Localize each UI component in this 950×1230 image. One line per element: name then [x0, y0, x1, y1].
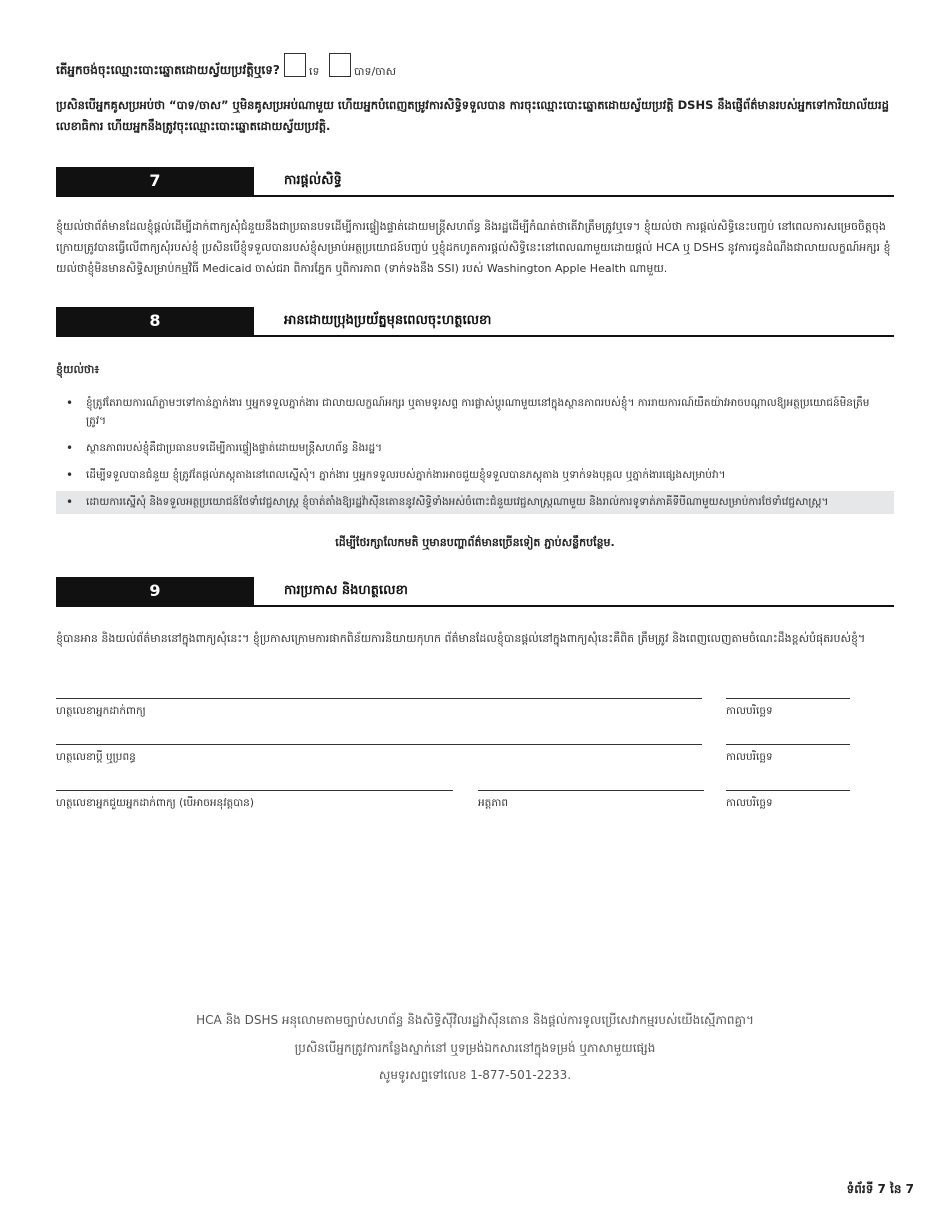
date-line-1[interactable] — [726, 698, 850, 699]
attach-sheet-note: ដើម្បីថែរក្សាលែកមតិ ឬមានបញ្ហាព័ត៌មានច្រើនទៀត ភ្ជាប់សន្លឹកបន្ថែម. — [335, 536, 615, 549]
section-8-header — [56, 307, 894, 337]
yes-checkbox[interactable] — [329, 53, 351, 77]
section-7-header — [56, 167, 894, 197]
yes-option-label: បាទ/ចាស — [354, 65, 397, 78]
list-item: • ខ្ញុំត្រូវតែរាយការណ៍ភ្លាមៗទៅកាន់ភ្នាក់ងារ ឬអ្នកទទួលភ្នាក់ងារ ជាលាយលក្ខណ៍អក្សរ ឬតាមទូរសព្ទ ការផ្លាស់ប្តូរណាមួយនៅក្នុងស្ថានភាពរបស់ខ្ញុំ។ ការរាយការណ៍យឺតយ៉ាវអាចបណ្តាលឱ្យអត្ថប្រយោជន៍មិនត្រឹមត្រូវ។ — [56, 392, 894, 433]
relationship-label: អត្តភាព — [478, 797, 508, 809]
date-line-3[interactable] — [726, 790, 850, 791]
applicant-signature-line[interactable] — [56, 698, 702, 699]
date-label-3: កាលបរិច្ឆេទ — [726, 797, 773, 809]
date-line-2[interactable] — [726, 744, 850, 745]
footer-line-1: HCA និង DSHS អនុលោមតាមច្បាប់សហព័ន្ធ និងសិទ្ធិស៊ីវិលរដ្ឋវ៉ាស៊ីនតោន និងផ្តល់ការទូលប្រើសេវាកម្មរបស់យើងស្មើភាពគ្នា។ — [196, 1013, 754, 1027]
section-8-number: 8 — [56, 307, 254, 335]
section-7-title: ការផ្តល់សិទ្ធិ — [284, 173, 342, 188]
footer-line-2: ប្រសិនបើអ្នកត្រូវការកន្លែងស្នាក់នៅ ឬទម្រង់ឯកសារនៅក្នុងទម្រង់ ឬភាសាមួយផ្សេង — [294, 1041, 656, 1055]
voter-registration-notice: ប្រសិនបើអ្នកគូសប្រអប់ថា “បាទ/ចាស” ឬមិនគូសប្រអប់ណាមួយ ហើយអ្នកបំពេញតម្រូវការសិទ្ធិទទួលបាន ការចុះឈ្មោះបោះឆ្នោតដោយស្វ័យប្រវត្តិ DSHS នឹងផ្ញើព័ត៌មានរបស់អ្នកទៅការិយាល័យរដ្ឋលេខាធិការ ហើយអ្នកនឹងត្រូវចុះឈ្មោះបោះឆ្នោតដោយស្វ័យប្រវត្តិ. — [56, 98, 889, 133]
list-item: • ដោយការស្នើសុំ និងទទួលអត្ថប្រយោជន៍ថែទាំវេជ្ជសាស្ត្រ ខ្ញុំចាត់តាំងឱ្យរដ្ឋវ៉ាស៊ីនតោននូវសិទ្ធិទាំងអស់ចំពោះជំនួយវេជ្ជសាស្ត្រណាមួយ និងរាល់ការទូទាត់ភាគីទីបីណាមួយសម្រាប់ការថែទាំវេជ្ជសាស្ត្រ។ — [56, 491, 894, 514]
list-item: • ស្ថានភាពរបស់ខ្ញុំគឺជាប្រធានបទដើម្បីការផ្ទៀងផ្ទាត់ដោយមន្ត្រីសហព័ន្ធ និងរដ្ឋ។ — [56, 437, 894, 460]
spouse-signature-line[interactable] — [56, 744, 702, 745]
applicant-signature-label: ហត្ថលេខាអ្នកដាក់ពាក្យ — [56, 705, 146, 717]
section-9-header — [56, 577, 894, 607]
no-option-label: ទេ — [309, 65, 320, 78]
understanding-list — [56, 392, 894, 518]
date-label-1: កាលបរិច្ឆេទ — [726, 705, 773, 717]
spouse-signature-label: ហត្ថលេខាប្តី ឬប្រពន្ធ — [56, 751, 136, 763]
relationship-line[interactable] — [478, 790, 704, 791]
section-9-number: 9 — [56, 577, 254, 605]
section-9-body: ខ្ញុំបានអាន និងយល់ព័ត៌មាននៅក្នុងពាក្យសុំនេះ។ ខ្ញុំប្រកាសក្រោមការផាកពិន័យការនិយាយកុហក ព័ត៌មានដែលខ្ញុំបានផ្តល់នៅក្នុងពាក្យសុំនេះគឺពិត ត្រឹមត្រូវ និងពេញលេញតាមចំណេះដឹងខ្ពស់បំផុតរបស់ខ្ញុំ។ — [56, 632, 866, 645]
section-7-number: 7 — [56, 167, 254, 195]
list-item: • ដើម្បីទទួលបានជំនួយ ខ្ញុំត្រូវតែផ្តល់ភស្តុតាងនៅពេលស្នើសុំ។ ភ្នាក់ងារ ឬអ្នកទទួលរបស់ភ្នាក់ងារអាចជួយខ្ញុំទទួលបានភស្តុតាង ឬទាក់ទងបុគ្គល ឬភ្នាក់ងារផ្សេងសម្រាប់វា។ — [56, 464, 894, 487]
page-number: ទំព័រទី 7 នៃ 7 — [846, 1182, 914, 1196]
section-8-title: អានដោយប្រុងប្រយ័ត្នមុនពេលចុះហត្ថលេខា — [284, 313, 492, 328]
voter-registration-question: តើអ្នកចង់ចុះឈ្មោះបោះឆ្នោតដោយស្វ័យប្រវត្តិឬទេ? — [56, 63, 280, 77]
helper-signature-line[interactable] — [56, 790, 453, 791]
section-9-title: ការប្រកាស និងហត្ថលេខា — [284, 583, 408, 598]
section-7-body: ខ្ញុំយល់ថាព័ត៌មានដែលខ្ញុំផ្តល់ដើម្បីដាក់ពាក្យសុំជំនួយនឹងជាប្រធានបទដើម្បីការផ្ទៀងផ្ទាត់ដោយមន្ត្រីសហព័ន្ធ និងរដ្ឋដើម្បីកំណត់ថាតើវាត្រឹមត្រូវឬទេ។ ខ្ញុំយល់ថា ការផ្តល់សិទ្ធិនេះបញ្ចប់ នៅពេលការសម្រេចចិត្តចុងក្រោយត្រូវបានធ្វើលើពាក្យសុំរបស់ខ្ញុំ ប្រសិនបើខ្ញុំទទួលបានរបស់ខ្ញុំសម្រាប់អត្ថប្រយោជន៍បញ្ចប់ ឬខ្ញុំដកហូតការផ្តល់សិទ្ធិនេះនៅពេលណាមួយដោយផ្តល់ HCA ឬ DSHS នូវការជូនដំណឹងជាលាយលក្ខណ៍អក្សរ ខ្ញុំយល់ថាខ្ញុំមិនមានសិទ្ធិសម្រាប់កម្មវិធី Medicaid ចាស់ជរា ពិការភ្នែក ឬពិការភាព (ទាក់ទងនឹង SSI) របស់ Washington Apple Health ណាមួយ. — [56, 220, 891, 275]
section-8-intro: ខ្ញុំយល់ថា៖ — [56, 363, 100, 376]
date-label-2: កាលបរិច្ឆេទ — [726, 751, 773, 763]
no-checkbox[interactable] — [284, 53, 306, 77]
footer-phone: សូមទូរសព្ទទៅលេខ 1-877-501-2233. — [378, 1068, 572, 1082]
helper-signature-label: ហត្ថលេខាអ្នកជួយអ្នកដាក់ពាក្យ (បើអាចអនុវត្តបាន) — [56, 797, 254, 809]
